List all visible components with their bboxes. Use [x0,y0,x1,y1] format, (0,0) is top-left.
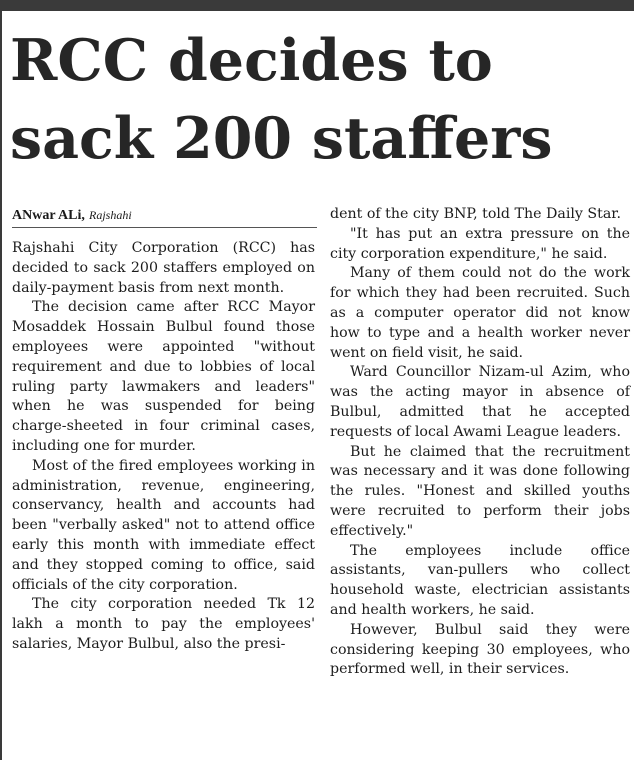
article-column-left [12,239,315,655]
paragraph-continuation: dent of the city BNP, told The Daily Star. [330,206,622,222]
paragraph: However, Bulbul said they were considering keeping 30 employees, who performed well, in their services. [330,621,630,678]
headline-line-2: sack 200 staffers [10,105,553,172]
paragraph: Rajshahi City Corporation (RCC) has decided to sack 200 staffers employed on daily-payment basis from next month. [12,240,315,296]
paragraph: Many of them could not do the work for which they had been recruited. Such as a computer operator did not know how to type and a health worker never went on field visit, he said. [330,265,630,361]
paragraph: But he claimed that the recruitment was necessary and it was done following the rules. "Honest and skilled youths were recruited to perform their jobs effectively." [330,443,630,539]
article-column-right [330,205,630,680]
paragraph: Most of the fired employees working in administration, revenue, engineering, conservancy, health and accounts had been "verbally asked" not to attend office early this month with immediate effect and they stopped coming to office, said officials of the city corporation. [12,457,315,593]
byline-author: ANwar ALi, [12,208,85,223]
left-rule [0,11,2,760]
headline [10,22,630,178]
paragraph: The decision came after RCC Mayor Mosaddek Hossain Bulbul found those employees were appointed "without requirement and due to lobbies of local ruling party lawmakers and leaders" when he was suspended for being charge-sheeted in four criminal cases, including one for murder. [12,299,315,454]
headline-line-1: RCC decides to [10,27,493,94]
top-rule [0,0,634,11]
paragraph: The city corporation needed Tk 12 lakh a month to pay the employees' salaries, Mayor Bulbul, also the presi- [12,596,315,652]
byline-location: Rajshahi [89,208,132,222]
paragraph: Ward Councillor Nizam-ul Azim, who was the acting mayor in absence of Bulbul, admitted that he accepted requests of local Awami League leaders. [330,364,630,440]
byline [12,205,317,228]
paragraph: The employees include office assistants, van-pullers who collect household waste, electrician assistants and health workers, he said. [330,542,630,618]
paragraph: "It has put an extra pressure on the city corporation expenditure," he said. [330,225,630,262]
